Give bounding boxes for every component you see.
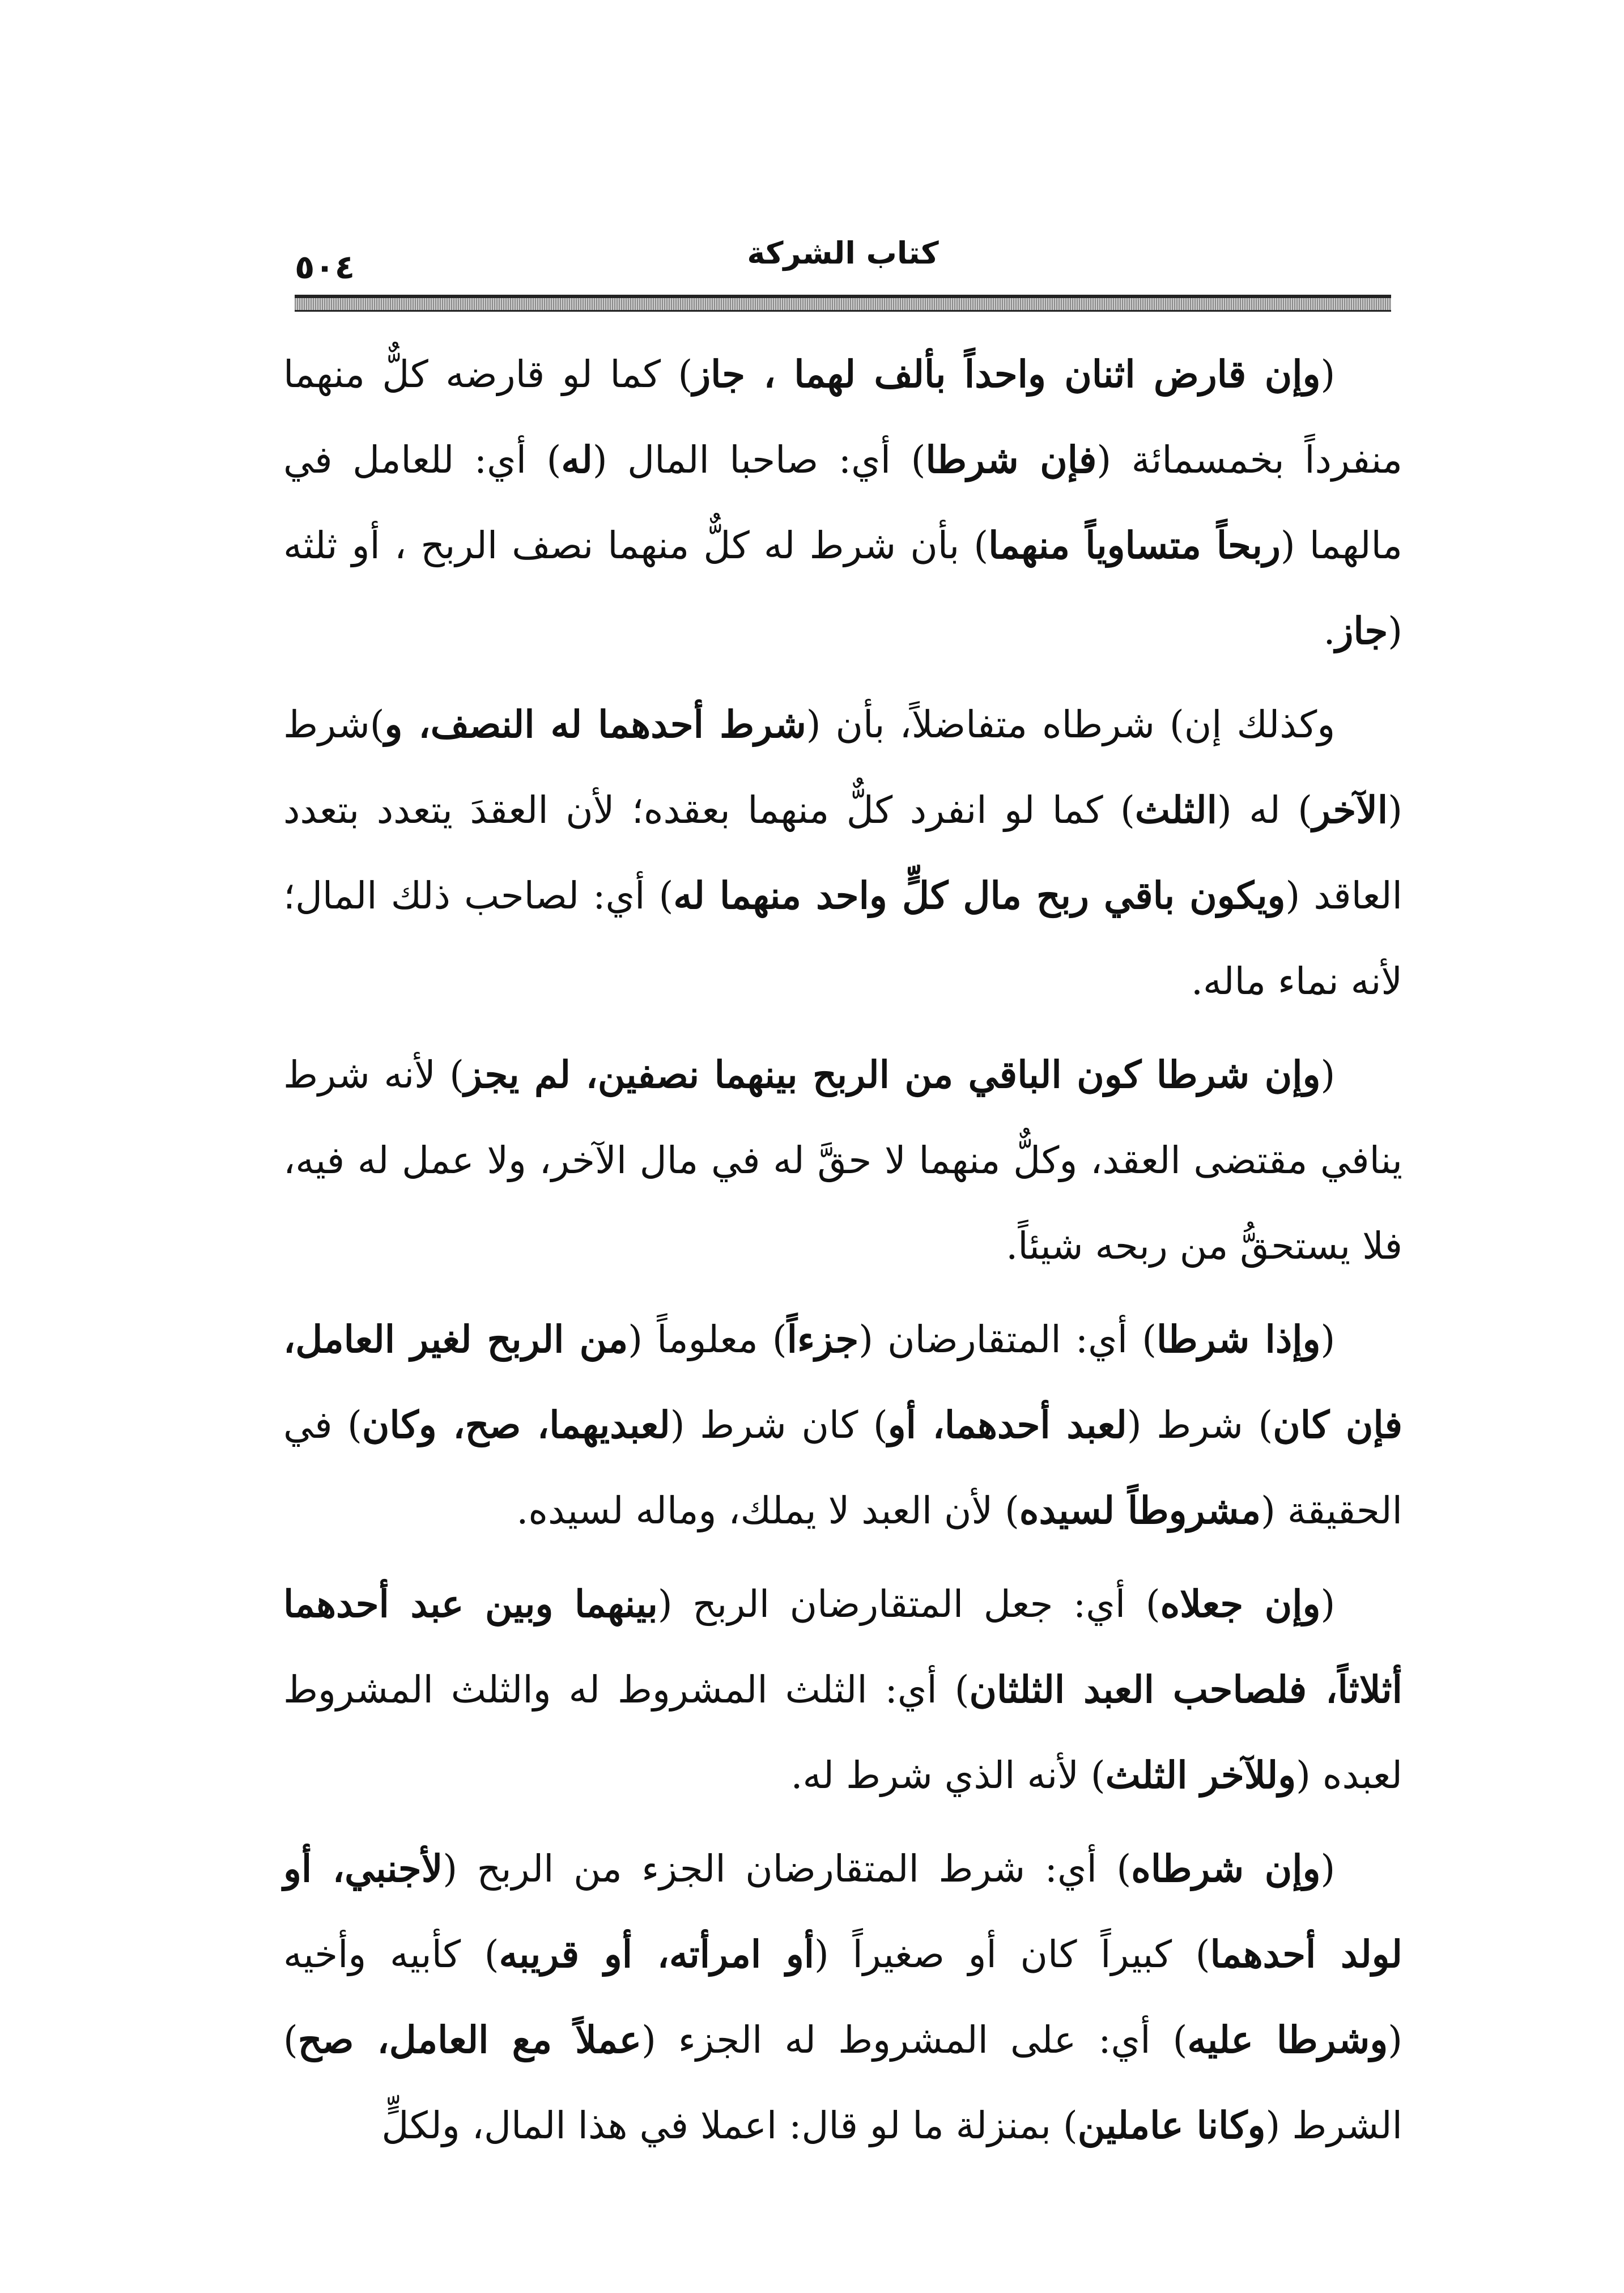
commentary-text: . (1323, 609, 1336, 653)
commentary-text: )شرط ( (283, 703, 1402, 832)
commentary-text: ) أي: على المشروط له الجزء ( (641, 2018, 1188, 2062)
matn-text: من الربح لغير العامل، فإن كان (283, 1317, 1402, 1447)
matn-text: وللآخر الثلث (1105, 1753, 1296, 1797)
commentary-text: وكذلك إن) شرطاه متفاضلاً، بأن ( (806, 703, 1336, 746)
matn-text: وشرطا عليه (1187, 2018, 1388, 2062)
matn-text: بينهما وبين عبد أحدهما أثلاثاً، فلصاحب العبد الثلثان (283, 1582, 1403, 1712)
commentary-text: ) في الحقيقة ( (283, 1403, 1402, 1532)
commentary-text: ( (1320, 1582, 1336, 1626)
running-title: كتاب الشركة (747, 235, 939, 271)
matn-text: ويكون باقي ربح مال كلٍّ واحد منهما له (673, 873, 1286, 918)
commentary-text: ( (1320, 1053, 1336, 1097)
page-number: ٥٠٤ (295, 248, 355, 286)
paragraph (283, 1297, 1402, 1553)
matn-text: وكانا عاملين (1077, 2103, 1266, 2147)
matn-text: لعبديهما، صح، وكان (362, 1403, 670, 1447)
matn-text: الثلث (1134, 788, 1217, 832)
matn-text: الآخر (1312, 788, 1388, 832)
commentary-text: ) له ( (1217, 788, 1313, 832)
commentary-text: ) بأن شرط له كلٌّ منهما نصف الربح ، أو ثلثه ( (283, 524, 1402, 653)
commentary-text: ) لأن العبد لا يملك، وماله لسيده. (516, 1489, 1019, 1532)
paragraph (283, 682, 1402, 1024)
matn-text: وإن شرطا كون الباقي من الربح بينهما نصفين، لم يجز (464, 1052, 1321, 1097)
commentary-text: ) أي: الثلث المشروط له والثلث المشروط لعبده ( (283, 1668, 1402, 1797)
commentary-text: ) شرط ( (1126, 1403, 1273, 1447)
commentary-text: ) أي: جعل المتقارضان الربح ( (657, 1582, 1160, 1626)
commentary-text: ) أي: لصاحب ذلك المال؛ لأنه نماء ماله. (283, 874, 1402, 1003)
commentary-text: ) أي: للعامل في مالهما ( (283, 438, 1402, 567)
paragraph (283, 332, 1402, 674)
commentary-text: ) بمنزلة ما لو قال: اعملا في هذا المال، ولكلٍّ (381, 2104, 1078, 2147)
commentary-text: ) كأبيه وأخيه ( (283, 1933, 1402, 2062)
matn-text: وإن قارض اثنان واحداً بألف لهما ، جاز (692, 352, 1321, 396)
page-header (295, 235, 1391, 298)
paragraph (283, 1826, 1402, 2168)
matn-text: لأجنبي، أو لولد أحدهما (283, 1846, 1402, 1976)
matn-text: فإن شرطا (925, 438, 1097, 482)
commentary-text: ( (1320, 1847, 1336, 1891)
commentary-text: ) لأنه شرط ينافي مقتضى العقد، وكلٌّ منهما لا حقَّ له في مال الآخر، ولا عمل له فيه، فلا يستحقُّ من ربحه شيئاً. (283, 1053, 1402, 1268)
matn-text: مشروطاً لسيده (1019, 1488, 1261, 1532)
commentary-text: ( (1320, 353, 1336, 396)
commentary-text: ) كبيراً كان أو صغيراً ( (814, 1933, 1210, 1976)
commentary-text: ) لأنه الذي شرط له. (790, 1753, 1106, 1797)
paragraph (283, 1032, 1402, 1289)
commentary-text: ) أي: صاحبا المال ( (592, 438, 926, 482)
matn-text: أو امرأته، أو قريبه (499, 1932, 815, 1976)
matn-text: وإن جعلاه (1160, 1582, 1321, 1626)
matn-text: ربحاً متساوياً منهما (988, 523, 1281, 567)
matn-text: لعبد أحدهما، أو (887, 1403, 1127, 1447)
commentary-text: ) أي: شرط المتقارضان الجزء من الربح ( (443, 1847, 1132, 1891)
body-text (283, 332, 1402, 2176)
commentary-text: ) الشرط ( (283, 2018, 1402, 2147)
matn-text: له (561, 438, 593, 482)
commentary-text: ) كان شرط ( (670, 1403, 888, 1447)
matn-text: وإن شرطاه (1131, 1846, 1321, 1891)
commentary-text: ) أي: المتقارضان ( (858, 1318, 1157, 1361)
matn-text: وإذا شرطا (1156, 1317, 1321, 1361)
matn-text: جزءاً (787, 1317, 859, 1361)
commentary-text: ( (1320, 1318, 1336, 1361)
matn-text: عملاً مع العامل، صح (297, 2018, 642, 2062)
commentary-text: ) كما لو انفرد كلٌّ منهما بعقده؛ لأن العقدَ يتعدد بتعدد العاقد ( (283, 788, 1402, 918)
header-divider (295, 295, 1391, 312)
commentary-text: ) معلوماً ( (628, 1318, 787, 1361)
paragraph (283, 1561, 1402, 1818)
matn-text: جاز (1335, 609, 1388, 653)
commentary-text: ) كما لو قارضه كلٌّ منهما منفرداً بخمسمائة ( (283, 353, 1402, 482)
matn-text: شرط أحدهما له النصف، و (384, 702, 806, 746)
